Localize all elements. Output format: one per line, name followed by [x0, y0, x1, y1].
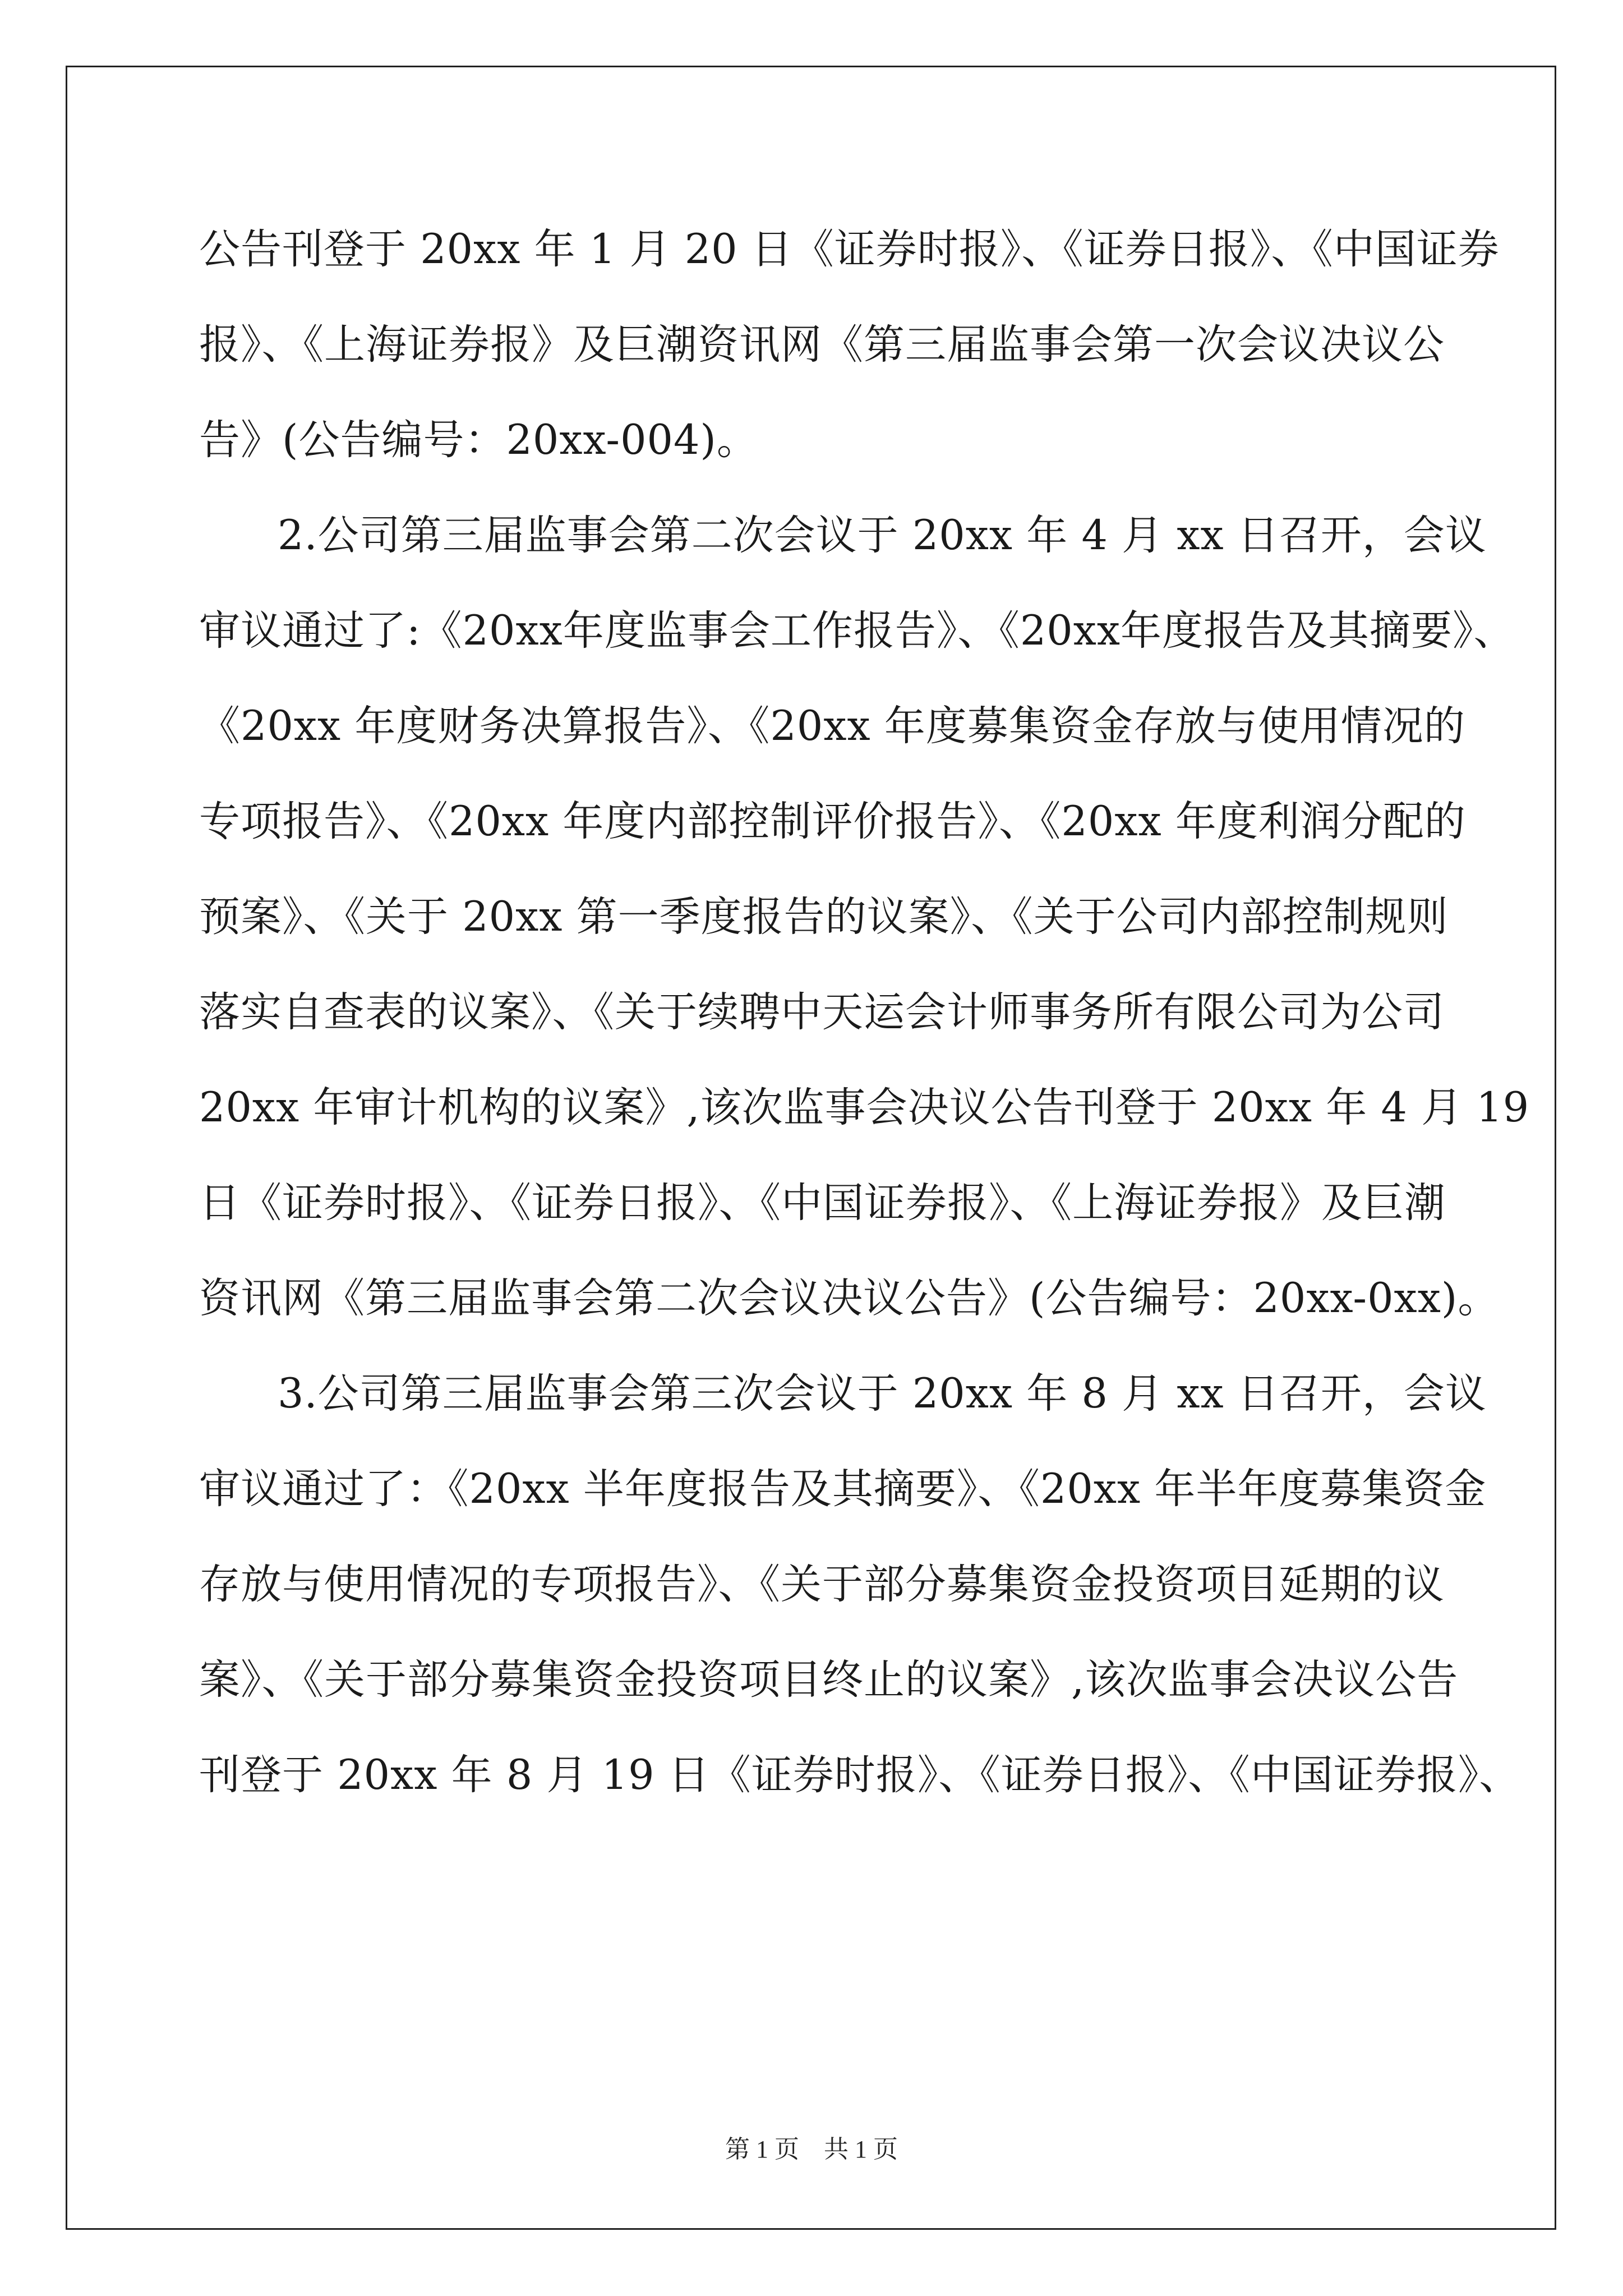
text-line: 审议通过了：《20xx 半年度报告及其摘要》、《20xx 年半年度募集资金 [199, 1465, 1487, 1513]
text-line: 20xx 年审计机构的议案》,该次监事会决议公告刊登于 20xx 年 4 月 19 [199, 1084, 1530, 1131]
text-line: 日《证券时报》、《证券日报》、《中国证券报》、《上海证券报》及巨潮 [199, 1179, 1446, 1227]
text-line: 案》、《关于部分募集资金投资项目终止的议案》,该次监事会决议公告 [199, 1656, 1459, 1704]
document-body [199, 202, 1530, 1823]
text-line: 专项报告》、《20xx 年度内部控制评价报告》、《20xx 年度利润分配的 [199, 798, 1466, 845]
text-line: 告》(公告编号：20xx-004)。 [199, 416, 758, 464]
text-line: 刊登于 20xx 年 8 月 19 日《证券时报》、《证券日报》、《中国证券报》、 [199, 1751, 1521, 1799]
paragraph-start-line: 3.公司第三届监事会第三次会议于 20xx 年 8 月 xx 日召开，会议 [278, 1370, 1487, 1418]
text-line: 审议通过了:《20xx年度监事会工作报告》、《20xx年度报告及其摘要》、 [199, 607, 1515, 655]
page-number-footer: 第 1 页 共 1 页 [725, 2136, 898, 2163]
text-line: 资讯网《第三届监事会第二次会议决议公告》(公告编号：20xx-0xx)。 [199, 1274, 1500, 1322]
text-line: 存放与使用情况的专项报告》、《关于部分募集资金投资项目延期的议 [199, 1561, 1445, 1608]
text-line: 公告刊登于 20xx 年 1 月 20 日《证券时报》、《证券日报》、《中国证券 [199, 226, 1500, 273]
text-line: 落实自查表的议案》、《关于续聘中天运会计师事务所有限公司为公司 [199, 988, 1445, 1036]
text-line: 《20xx 年度财务决算报告》、《20xx 年度募集资金存放与使用情况的 [199, 702, 1465, 750]
text-line: 报》、《上海证券报》及巨潮资讯网《第三届监事会第一次会议决议公 [199, 321, 1445, 369]
text-line: 预案》、《关于 20xx 第一季度报告的议案》、《关于公司内部控制规则 [199, 893, 1449, 941]
paragraph-start-line: 2.公司第三届监事会第二次会议于 20xx 年 4 月 xx 日召开，会议 [278, 512, 1487, 559]
